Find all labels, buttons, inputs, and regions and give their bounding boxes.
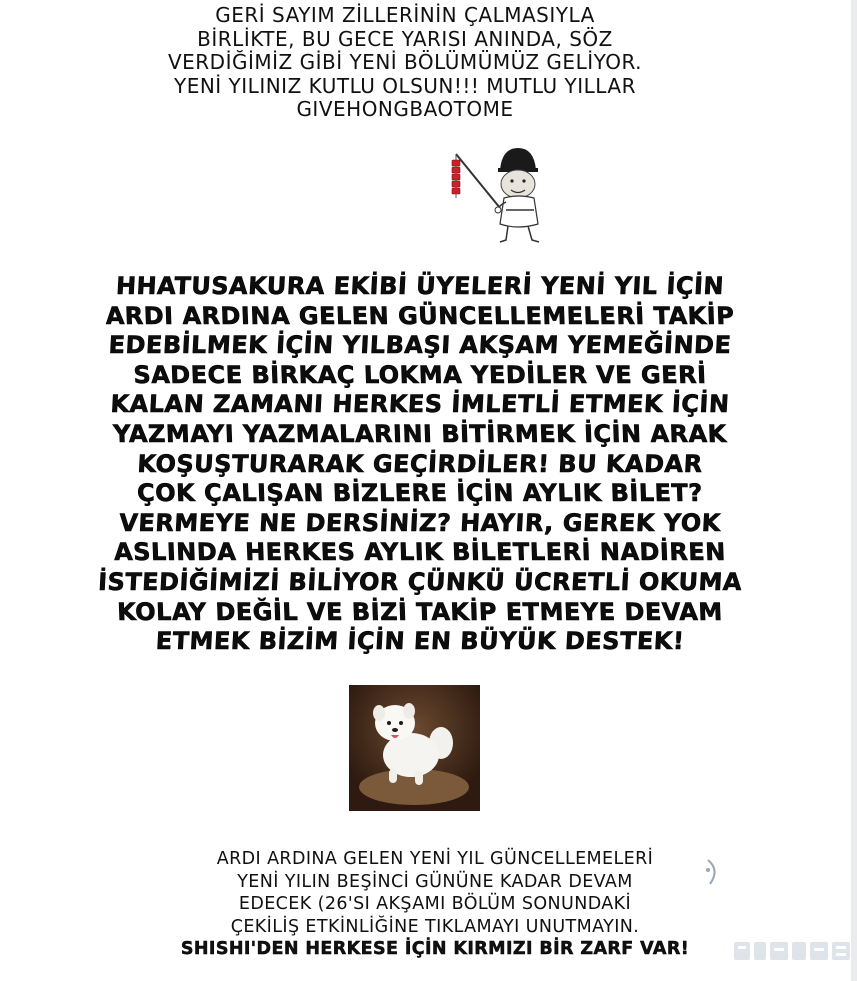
- footer-line: YENİ YILIN BEŞİNCİ GÜNÜNE KADAR DEVAM: [237, 871, 633, 892]
- firecracker-character-icon: [442, 140, 554, 250]
- intro-line: YENİ YILINIZ KUTLU OLSUN!!! MUTLU YILLAR: [173, 73, 636, 98]
- main-line: İSTEDİĞİMİZİ BİLİYOR ÇÜNKÜ ÜCRETLİ OKUMA: [97, 567, 743, 596]
- footer-line: SHISHI'DEN HERKESE İÇİN KIRMIZI BİR ZARF VAR!: [180, 939, 690, 959]
- footer-message: [150, 848, 720, 961]
- intro-line: GERİ SAYIM ZİLLERİNİN ÇALMASIYLA: [215, 3, 595, 27]
- main-line: HHATUSAKURA EKİBİ ÜYELERİ YENİ YIL İÇİN: [115, 272, 725, 300]
- main-message: [60, 272, 780, 657]
- main-line: EDEBİLMEK İÇİN YILBAŞI AKŞAM YEMEĞİNDE: [107, 331, 733, 360]
- intro-line: GIVEHONGBAOTOME: [296, 97, 514, 121]
- main-line: ETMEK BİZİM İÇİN EN BÜYÜK DESTEK!: [155, 627, 686, 656]
- decorative-curl-icon: [704, 856, 722, 888]
- footer-line: ARDI ARDINA GELEN YENİ YIL GÜNCELLEMELERİ: [216, 849, 654, 869]
- main-line: KOLAY DEĞİL VE BİZİ TAKİP ETMEYE DEVAM: [116, 597, 724, 626]
- main-line: VERMEYE NE DERSİNİZ? HAYIR, GEREK YOK: [118, 508, 722, 537]
- intro-line: BİRLİKTE, BU GECE YARISI ANINDA, SÖZ: [197, 26, 613, 51]
- intro-line: VERDİĞİMİZ GİBİ YENİ BÖLÜMÜMÜZ GELİYOR.: [167, 50, 643, 74]
- main-line: ÇOK ÇALIŞAN BİZLERE İÇİN AYLIK BİLET?: [136, 479, 704, 508]
- white-puppy-photo: [349, 685, 480, 811]
- main-line: KOŞUŞTURARAK GEÇİRDİLER! BU KADAR: [136, 449, 704, 478]
- main-line: SADECE BİRKAÇ LOKMA YEDİLER VE GERİ: [132, 360, 708, 389]
- intro-text: [80, 4, 730, 122]
- main-line: YAZMAYI YAZMALARINI BİTİRMEK İÇİN ARAK: [112, 419, 728, 448]
- main-line: ASLINDA HERKES AYLIK BİLETLERİ NADİREN: [113, 538, 727, 567]
- site-watermark-logo: [732, 936, 854, 966]
- puppy-illustration: [349, 685, 480, 811]
- footer-line: ÇEKİLİŞ ETKİNLİĞİNE TIKLAMAYI UNUTMAYIN.: [230, 916, 640, 937]
- footer-line: EDECEK (26'SI AKŞAMI BÖLÜM SONUNDAKİ: [238, 894, 632, 914]
- main-line: ARDI ARDINA GELEN GÜNCELLEMELERİ TAKİP: [105, 301, 735, 330]
- page-edge: [851, 0, 857, 981]
- main-line: KALAN ZAMANI HERKES İMLETLİ ETMEK İÇİN: [109, 390, 731, 419]
